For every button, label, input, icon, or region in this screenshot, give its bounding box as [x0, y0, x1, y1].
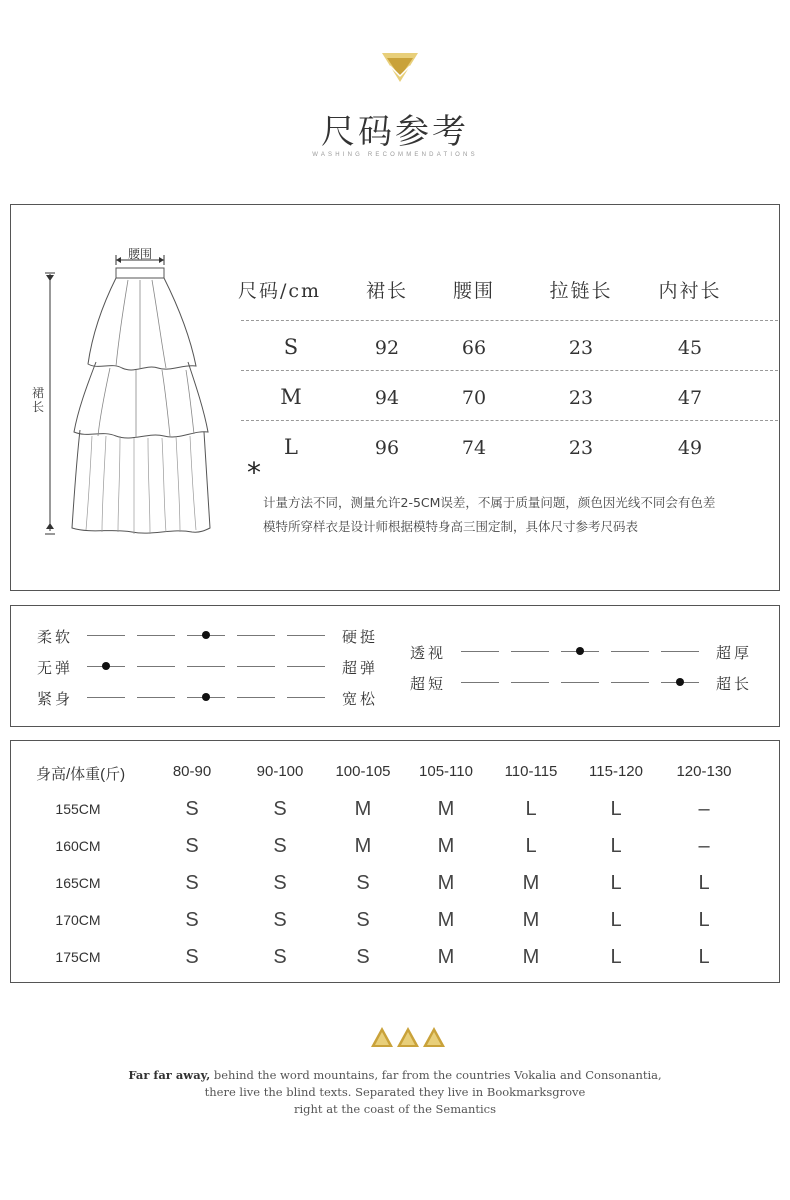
fit-height-label: 155CM — [55, 801, 101, 817]
left-attr-scale-segment — [137, 666, 175, 667]
fit-size-cell: S — [185, 798, 199, 820]
attr-high-label: 宽松 — [342, 690, 379, 708]
left-attr-scale-segment — [287, 635, 325, 636]
fit-size-cell: M — [437, 946, 455, 968]
skirt-length-cell: 94 — [374, 387, 400, 409]
fit-weight-header: 115-120 — [589, 763, 643, 780]
attr-low-label: 紧身 — [37, 690, 74, 708]
fit-weight-header: 110-115 — [504, 763, 558, 780]
waist-cell: 66 — [461, 337, 487, 359]
fit-size-cell: L — [610, 835, 622, 857]
fit-weight-header: 120-130 — [676, 763, 732, 780]
right-attr-scale-segment — [511, 651, 549, 652]
gold-triangle-icon — [370, 1026, 394, 1048]
lining-cell: 45 — [677, 337, 703, 359]
gold-triangle-icon — [422, 1026, 446, 1048]
divider — [241, 420, 778, 421]
note-line: 计量方法不同，测量允许2-5CM误差，不属于质量问题，颜色因光线不同会有色差 — [263, 495, 716, 510]
left-attr-scale-segment — [287, 666, 325, 667]
right-attr-scale-segment — [561, 682, 599, 683]
right-attr-scale-segment — [461, 651, 499, 652]
fit-size-cell: M — [437, 872, 455, 894]
fit-size-cell: S — [185, 835, 199, 857]
fit-weight-header: 100-105 — [335, 763, 391, 780]
fit-size-cell: L — [610, 946, 622, 968]
left-attr-scale-segment — [237, 666, 275, 667]
fit-size-cell: S — [185, 872, 199, 894]
footer-line-1 — [0, 1068, 790, 1082]
page-subtitle: WASHING RECOMMENDATIONS — [312, 152, 478, 158]
fit-weight-header: 105-110 — [419, 763, 473, 780]
attr-low-label: 透视 — [410, 644, 447, 662]
fit-height-label: 170CM — [55, 912, 101, 928]
zipper-cell: 23 — [568, 437, 594, 459]
note-line: 模特所穿样衣是设计师根据模特身高三围定制，具体尺寸参考尺码表 — [263, 519, 639, 534]
fit-size-cell: – — [698, 798, 710, 820]
size-cell: L — [284, 435, 298, 459]
col-header-skirt-length: 裙长 — [365, 280, 408, 302]
fit-size-cell: – — [698, 835, 710, 857]
right-attr-scale-marker — [576, 647, 584, 655]
fit-size-cell: L — [698, 909, 710, 931]
left-attr-scale-segment — [137, 697, 175, 698]
fit-size-cell: M — [522, 946, 540, 968]
right-attr-scale-segment — [611, 651, 649, 652]
fit-weight-header: 90-100 — [256, 763, 304, 780]
lining-cell: 49 — [677, 437, 703, 459]
fit-size-cell: M — [522, 909, 540, 931]
fit-size-cell: S — [356, 872, 370, 894]
fit-size-cell: L — [525, 835, 537, 857]
fit-size-cell: L — [698, 872, 710, 894]
fit-header-label: 身高/体重(斤) — [36, 766, 126, 783]
fit-size-cell: M — [437, 835, 455, 857]
fit-size-cell: S — [185, 909, 199, 931]
left-attr-scale-marker — [202, 631, 210, 639]
divider — [241, 370, 778, 371]
col-header-lining: 内衬长 — [658, 280, 722, 302]
right-attr-scale-segment — [661, 651, 699, 652]
attr-high-label: 硬挺 — [342, 628, 379, 646]
fabric-attributes-panel — [10, 605, 780, 727]
left-attr-scale-segment — [87, 635, 125, 636]
left-attr-scale-segment — [187, 666, 225, 667]
fit-size-cell: L — [698, 946, 710, 968]
left-attr-scale-segment — [237, 635, 275, 636]
fit-size-cell: M — [437, 798, 455, 820]
waist-cell: 74 — [461, 437, 487, 459]
fit-size-cell: M — [354, 798, 372, 820]
waist-label: 腰围 — [128, 247, 153, 261]
fit-size-cell: S — [356, 909, 370, 931]
left-attr-scale-segment — [237, 697, 275, 698]
zipper-cell: 23 — [568, 387, 594, 409]
logo-triangle-icon — [381, 52, 419, 84]
left-attr-scale-marker — [202, 693, 210, 701]
fit-size-cell: L — [610, 909, 622, 931]
fit-size-cell: M — [354, 835, 372, 857]
right-attr-scale-marker — [676, 678, 684, 686]
right-attr-scale-segment — [611, 682, 649, 683]
fit-size-cell: M — [437, 909, 455, 931]
fit-height-label: 175CM — [55, 949, 101, 965]
left-attr-scale-segment — [287, 697, 325, 698]
size-cell: S — [283, 335, 299, 359]
divider — [241, 320, 778, 321]
fit-height-label: 165CM — [55, 875, 101, 891]
col-header-zipper: 拉链长 — [549, 280, 613, 302]
skirt-length-cell: 92 — [374, 337, 400, 359]
fit-size-cell: S — [273, 835, 287, 857]
attr-low-label: 无弹 — [37, 659, 74, 677]
right-attr-scale-segment — [461, 682, 499, 683]
gold-triangle-icon — [396, 1026, 420, 1048]
fit-size-cell: S — [273, 872, 287, 894]
attr-high-label: 超长 — [716, 675, 753, 693]
col-header-size: 尺码/cm — [238, 280, 322, 302]
skirt-length-cell: 96 — [374, 437, 400, 459]
page-title: 尺码参考 — [321, 112, 469, 152]
left-attr-scale-marker — [102, 662, 110, 670]
attr-low-label: 超短 — [410, 675, 447, 693]
waist-cell: 70 — [461, 387, 487, 409]
attr-high-label: 超弹 — [342, 659, 379, 677]
fit-size-cell: L — [610, 798, 622, 820]
footer-text: behind the word mountains, far from the countries Vokalia and Consonantia, — [210, 1068, 662, 1082]
col-header-waist: 腰围 — [452, 280, 495, 302]
note-star-icon: * — [247, 456, 261, 489]
skirt-diagram-icon — [40, 236, 220, 546]
left-attr-scale-segment — [137, 635, 175, 636]
fit-size-cell: M — [522, 872, 540, 894]
size-cell: M — [280, 385, 302, 409]
fit-size-cell: S — [273, 909, 287, 931]
attr-high-label: 超厚 — [716, 644, 753, 662]
fit-size-cell: S — [185, 946, 199, 968]
attr-low-label: 柔软 — [37, 628, 74, 646]
fit-size-cell: S — [356, 946, 370, 968]
lining-cell: 47 — [677, 387, 703, 409]
fit-height-label: 160CM — [55, 838, 101, 854]
fit-weight-header: 80-90 — [172, 763, 212, 780]
zipper-cell: 23 — [568, 337, 594, 359]
fit-size-cell: S — [273, 798, 287, 820]
length-label: 裙长 — [31, 386, 44, 414]
right-attr-scale-segment — [511, 682, 549, 683]
footer-bold: Far far away, — [128, 1068, 211, 1082]
footer-line-3: right at the coast of the Semantics — [293, 1102, 497, 1116]
fit-size-cell: L — [525, 798, 537, 820]
left-attr-scale-segment — [87, 697, 125, 698]
fit-size-cell: L — [610, 872, 622, 894]
footer-line-2: there live the blind texts. Separated they live in Bookmarksgrove — [204, 1085, 586, 1099]
fit-size-cell: S — [273, 946, 287, 968]
